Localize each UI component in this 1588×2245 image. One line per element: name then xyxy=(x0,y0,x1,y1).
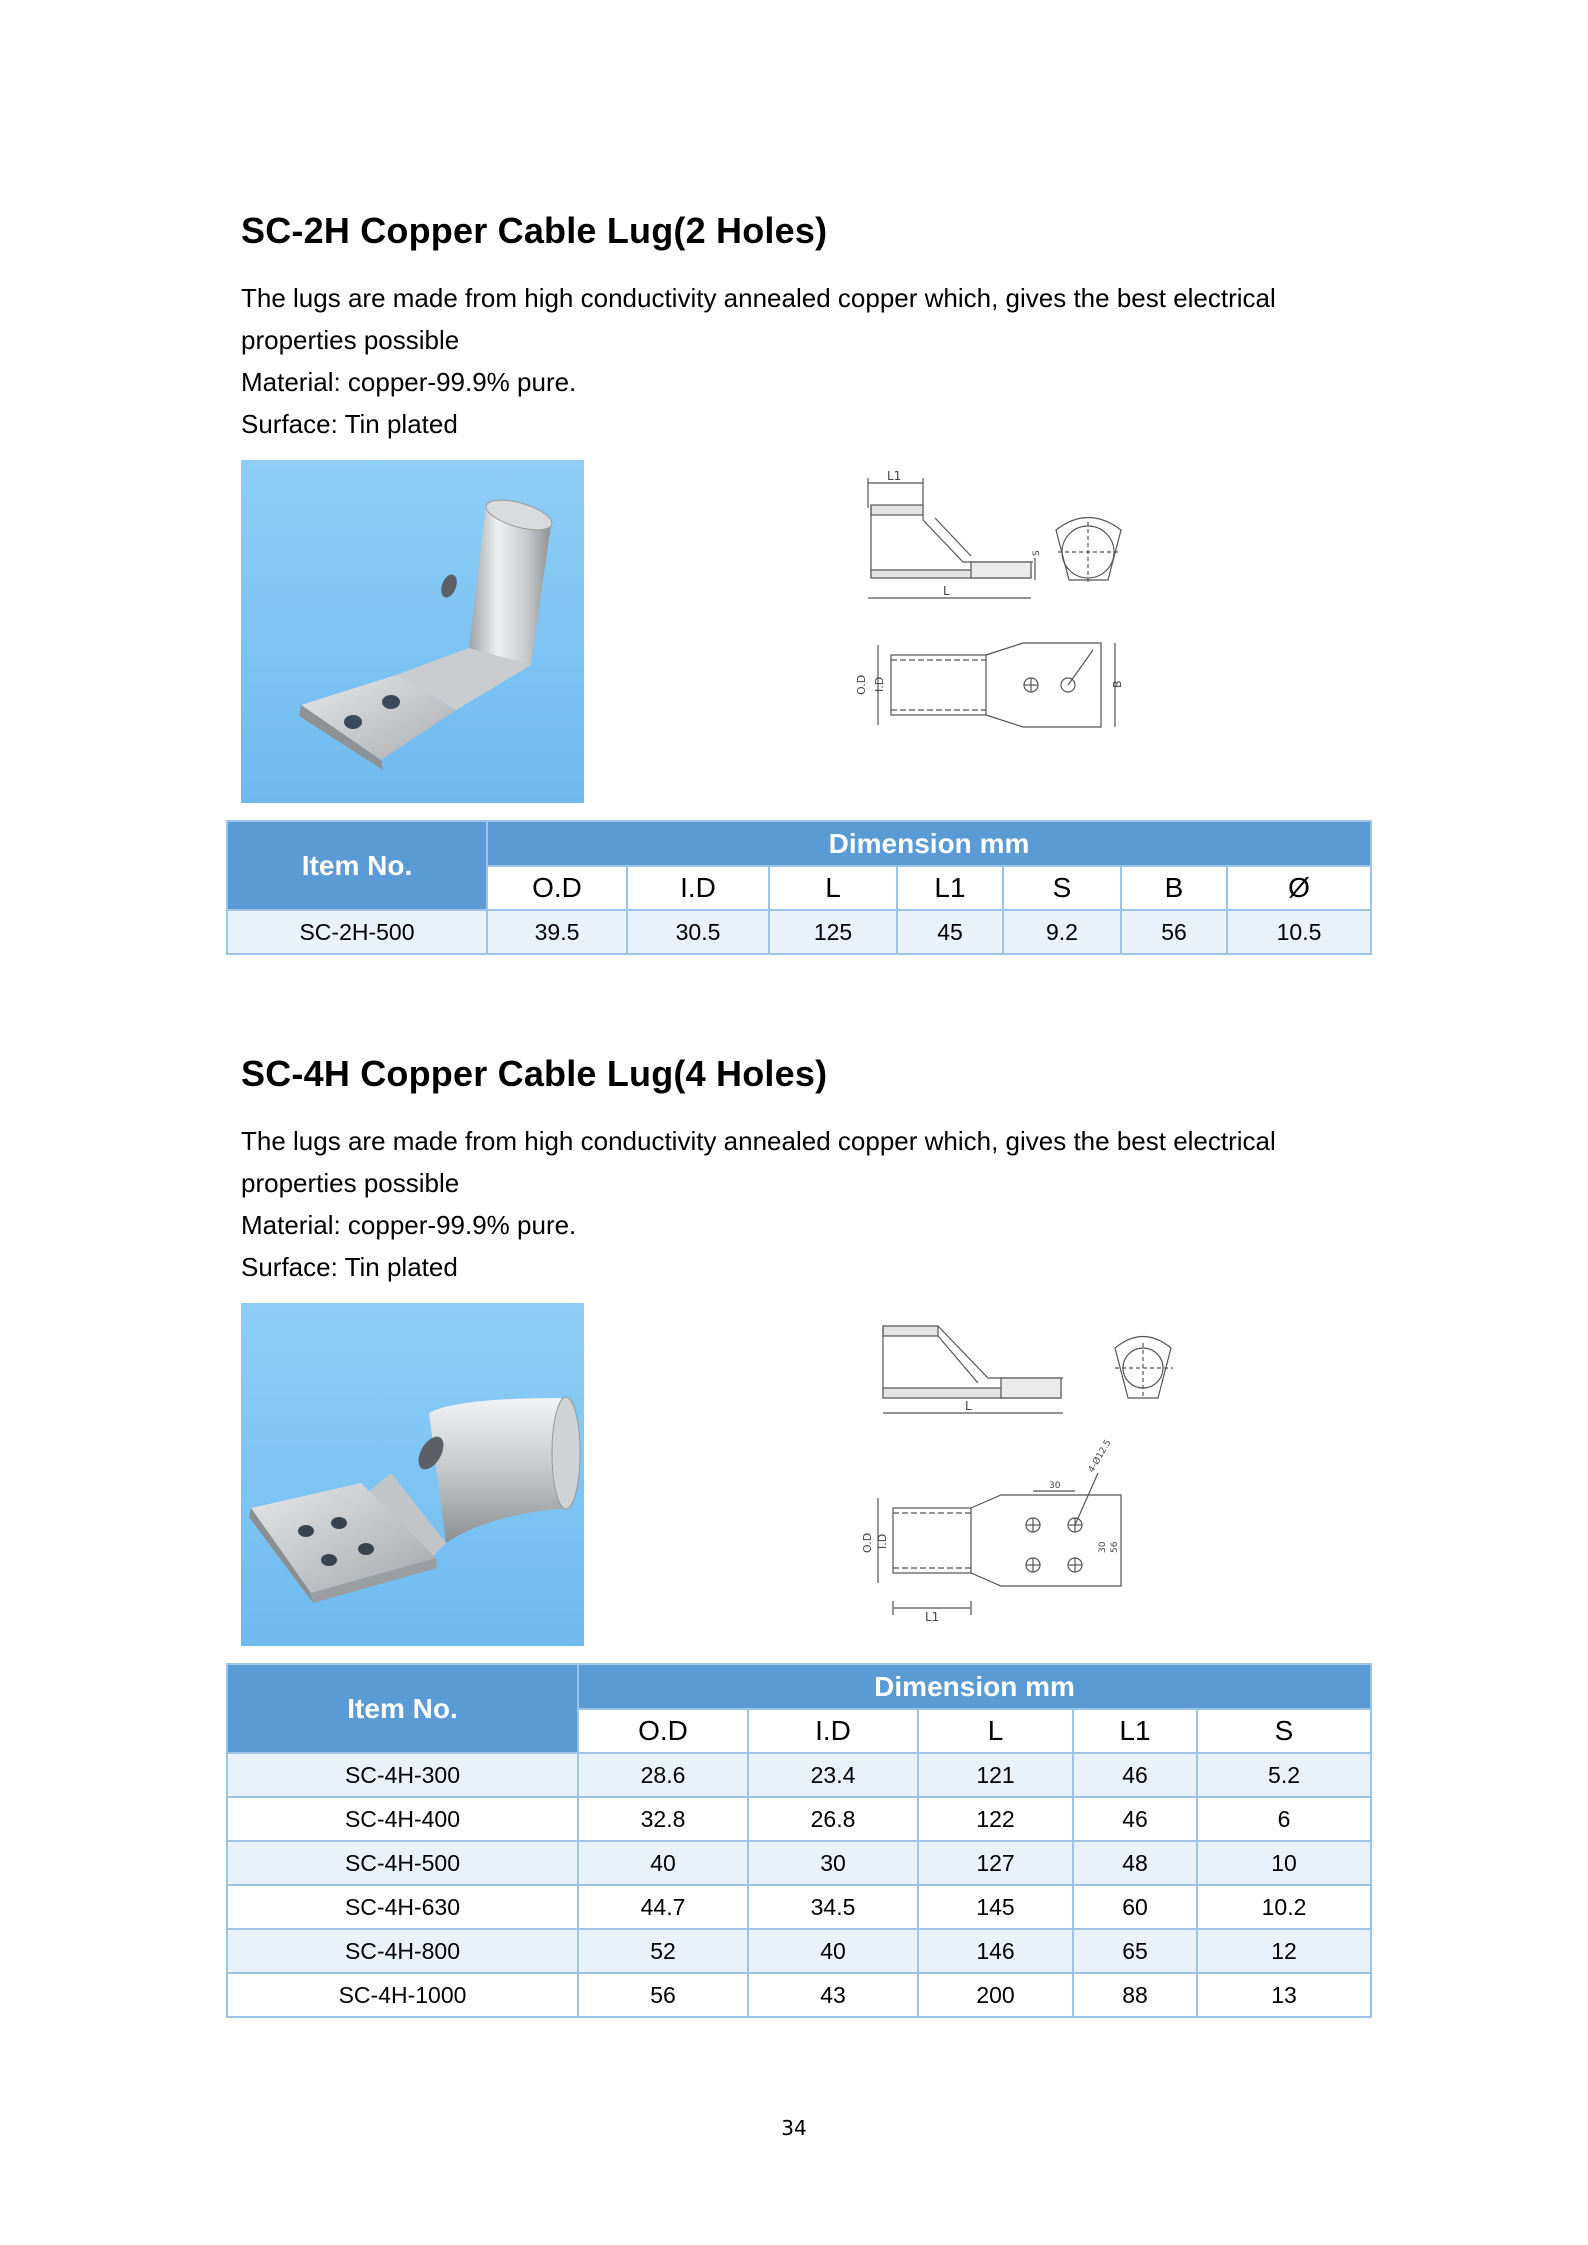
section-title: SC-2H Copper Cable Lug(2 Holes) xyxy=(241,210,828,251)
column-header: L1 xyxy=(1073,1709,1197,1753)
dim-label-56: 56 xyxy=(1110,1541,1120,1553)
description-line: The lugs are made from high conductivity annealed copper which, gives the best electrical xyxy=(241,283,1276,313)
dim-label-hole: 4-Ø12.5 xyxy=(1086,1438,1114,1475)
table-cell: SC-4H-1000 xyxy=(227,1973,578,2017)
table-cell: 10.5 xyxy=(1227,910,1371,954)
table-cell: 28.6 xyxy=(578,1753,748,1797)
table-cell: SC-4H-500 xyxy=(227,1841,578,1885)
table-row xyxy=(227,1973,1371,2017)
table-cell: 127 xyxy=(918,1841,1073,1885)
table-cell: 52 xyxy=(578,1929,748,1973)
description-line: The lugs are made from high conductivity annealed copper which, gives the best electrical xyxy=(241,1126,1276,1156)
column-header: S xyxy=(1197,1709,1371,1753)
table-cell: 39.5 xyxy=(487,910,627,954)
table-cell: 10 xyxy=(1197,1841,1371,1885)
column-header: I.D xyxy=(748,1709,918,1753)
column-header: L xyxy=(918,1709,1073,1753)
item-no-header: Item No. xyxy=(227,1664,578,1753)
table-row xyxy=(227,910,1371,954)
dim-label-l: L xyxy=(965,1399,972,1413)
table-cell: 88 xyxy=(1073,1973,1197,2017)
table-cell: 34.5 xyxy=(748,1885,918,1929)
material-text: Material: copper-99.9% pure. xyxy=(241,367,577,397)
dim-label-l1: L1 xyxy=(925,1610,940,1624)
table-cell: 56 xyxy=(578,1973,748,2017)
description-line: properties possible xyxy=(241,1168,460,1198)
table-cell: 121 xyxy=(918,1753,1073,1797)
table-cell: 23.4 xyxy=(748,1753,918,1797)
table-cell: 122 xyxy=(918,1797,1073,1841)
table-cell: 40 xyxy=(748,1929,918,1973)
table-cell: 26.8 xyxy=(748,1797,918,1841)
table-cell: 6 xyxy=(1197,1797,1371,1841)
description-line: properties possible xyxy=(241,325,460,355)
technical-drawing-2-hole-lug xyxy=(853,460,1233,805)
technical-drawing-4-hole-lug xyxy=(853,1303,1233,1648)
column-header: S xyxy=(1003,866,1121,910)
surface-text: Surface: Tin plated xyxy=(241,1252,458,1282)
table-row xyxy=(227,1841,1371,1885)
dim-label-l1: L1 xyxy=(887,469,902,483)
table-cell: 46 xyxy=(1073,1797,1197,1841)
column-header: I.D xyxy=(627,866,769,910)
table-row xyxy=(227,1885,1371,1929)
spec-table-sc-2h xyxy=(226,820,1372,955)
table-cell: 12 xyxy=(1197,1929,1371,1973)
table-cell: SC-4H-800 xyxy=(227,1929,578,1973)
dim-label-id: I.D xyxy=(873,676,886,692)
dim-label-s: S xyxy=(1032,550,1042,556)
column-header: L1 xyxy=(897,866,1003,910)
table-cell: 145 xyxy=(918,1885,1073,1929)
dimension-header: Dimension mm xyxy=(487,821,1371,866)
table-cell: 146 xyxy=(918,1929,1073,1973)
spec-table-sc-4h xyxy=(226,1663,1372,2018)
table-cell: 43 xyxy=(748,1973,918,2017)
section-title: SC-4H Copper Cable Lug(4 Holes) xyxy=(241,1053,828,1094)
table-cell: 44.7 xyxy=(578,1885,748,1929)
column-header: L xyxy=(769,866,897,910)
table-cell: 10.2 xyxy=(1197,1885,1371,1929)
page-number: 34 xyxy=(781,2116,807,2140)
table-cell: 30.5 xyxy=(627,910,769,954)
table-cell: 200 xyxy=(918,1973,1073,2017)
table-cell: 5.2 xyxy=(1197,1753,1371,1797)
surface-text: Surface: Tin plated xyxy=(241,409,458,439)
column-header: B xyxy=(1121,866,1227,910)
table-cell: 46 xyxy=(1073,1753,1197,1797)
dim-label-30: 30 xyxy=(1049,1481,1061,1491)
table-cell: 13 xyxy=(1197,1973,1371,2017)
table-cell: SC-2H-500 xyxy=(227,910,487,954)
table-cell: 32.8 xyxy=(578,1797,748,1841)
table-cell: 60 xyxy=(1073,1885,1197,1929)
product-photo-2-hole-lug xyxy=(241,460,584,803)
table-cell: 65 xyxy=(1073,1929,1197,1973)
table-cell: 30 xyxy=(748,1841,918,1885)
table-cell: SC-4H-400 xyxy=(227,1797,578,1841)
table-cell: 56 xyxy=(1121,910,1227,954)
table-cell: 9.2 xyxy=(1003,910,1121,954)
item-no-header: Item No. xyxy=(227,821,487,910)
dim-label-od: O.D xyxy=(861,1532,874,1553)
material-text: Material: copper-99.9% pure. xyxy=(241,1210,577,1240)
table-row xyxy=(227,1797,1371,1841)
table-cell: SC-4H-300 xyxy=(227,1753,578,1797)
column-header: O.D xyxy=(578,1709,748,1753)
table-cell: 125 xyxy=(769,910,897,954)
dim-label-b: B xyxy=(1111,680,1124,688)
dim-label-id: I.D xyxy=(876,1533,889,1549)
dim-label-30-vertical: 30 xyxy=(1098,1541,1108,1553)
table-cell: 40 xyxy=(578,1841,748,1885)
table-row xyxy=(227,1753,1371,1797)
product-photo-4-hole-lug xyxy=(241,1303,584,1646)
column-header: Ø xyxy=(1227,866,1371,910)
table-cell: SC-4H-630 xyxy=(227,1885,578,1929)
table-row xyxy=(227,1929,1371,1973)
dim-label-od: O.D xyxy=(855,674,868,695)
column-header: O.D xyxy=(487,866,627,910)
table-cell: 45 xyxy=(897,910,1003,954)
dim-label-l: L xyxy=(943,584,950,598)
dimension-header: Dimension mm xyxy=(578,1664,1371,1709)
table-cell: 48 xyxy=(1073,1841,1197,1885)
